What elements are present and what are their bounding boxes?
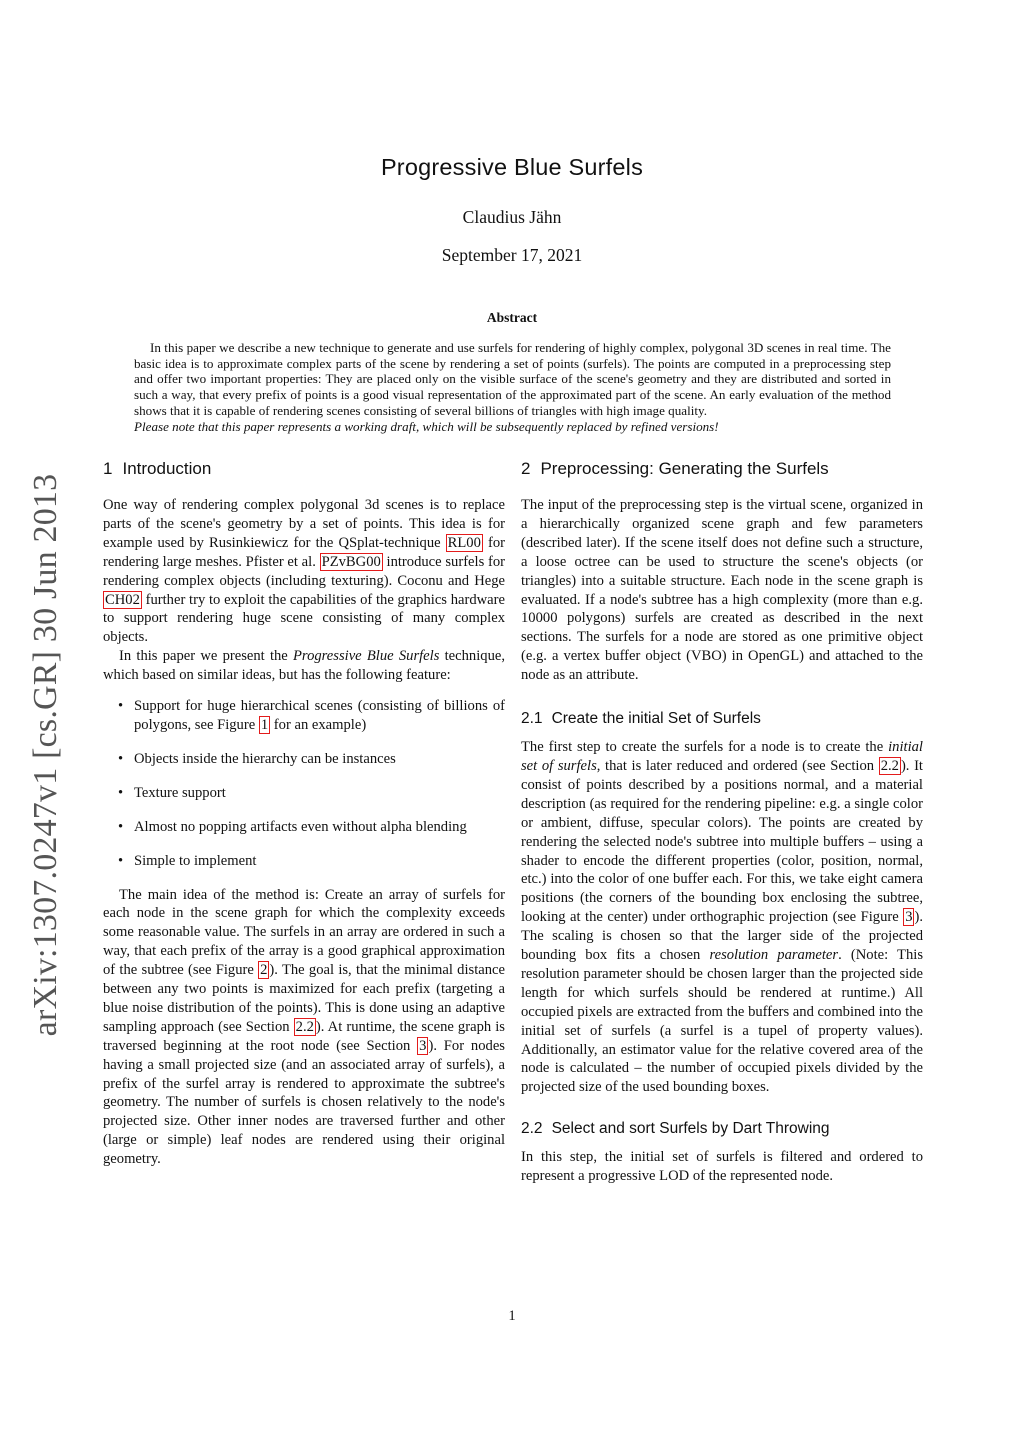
abstract-draft-note: Please note that this paper represents a working draft, which will be subsequently replaced by refined versions! bbox=[134, 418, 719, 434]
section-link-2-2[interactable]: 2.2 bbox=[295, 1018, 314, 1035]
figure-link-3[interactable]: 3 bbox=[905, 909, 913, 926]
paper-date: September 17, 2021 bbox=[441, 245, 583, 265]
section-1-heading bbox=[103, 458, 505, 480]
initial-surfels-paragraph: The first step to create the surfels for a node is to create the initial set of surfels, that is later reduced and ordered (see Section 2.2 ). It consist of points described by a positions normal, and a material description (as required for the rendering pipeline: e.g. a single color or ambient, diffuse, specular colors). The points are created by rendering the selected node's subtree into multiple buffers – using a shader to encode the different properties (color, position, normal, etc.) into the color of one buffer each. For this, we take eight camera positions (the corners of the bounding box enclosing the subtree, looking at the center) under orthographic projection (see Figure 3 ). The scaling is chosen so that the larger side of the projected bounding box fits a chosen resolution parameter. (Note: This resolution parameter should be chosen larger than the projected side length for which surfels should be rendered at runtime.) All occupied pixels are extracted from the buffers and combined into the initial set of surfels (a surfel is a tupel of property values). Additionally, an estimator value for the relative covered area of the node is calculated – the number of occupied pixels divided by the projected size of the used bounding boxes. bbox=[521, 739, 924, 1096]
section-number: 1 bbox=[103, 459, 113, 478]
section-link-2-2[interactable]: 2.2 bbox=[880, 757, 899, 774]
page-number: 1 bbox=[508, 1308, 516, 1324]
feature-list bbox=[103, 697, 505, 870]
abstract-heading: Abstract bbox=[486, 310, 538, 325]
arxiv-identifier: arXiv:1307.0247v1 [cs.GR] 30 Jun 2013 bbox=[27, 473, 64, 1037]
intro-paragraph-2: In this paper we present the Progressive Blue Surfels technique, which based on similar ideas, but has the following feature: bbox=[103, 648, 505, 684]
intro-paragraph-1: One way of rendering complex polygonal 3d scenes is to replace parts of the scene's geometry by a set of points. This idea is for example used by Rusinkiewicz for the QSplat-technique RL00 for rendering large meshes. Pfister et al. PZvBG00 introduce surfels for rendering complex objects (including texturing). Coconu and Hege CH02 further try to exploit the capabilities of the graphics hardware to support rendering huge scene consisting of many complex objects. bbox=[103, 497, 506, 646]
paper-title: Progressive Blue Surfels bbox=[380, 154, 644, 180]
subsection-2-2-heading bbox=[521, 1119, 923, 1139]
arxiv-sidebar bbox=[16, 460, 76, 1050]
paper-author: Claudius Jähn bbox=[462, 207, 562, 227]
intro-paragraph-3: The main idea of the method is: Create an array of surfels for each node in the scene graph for which the complexity exceeds some reasonable value. The surfels in an array are ordered in such a way, that each prefix of the array is a good graphical approximation of the subtree (see Figure 2 ). The goal is, that the minimal distance between any two points is maximized for each prefix (targeting a blue noise distribution of the points). This is done using an adaptive sampling approach (see Section 2.2 ). At runtime, the scene graph is traversed beginning at the root node (see Section 3 ). For nodes having a small projected size (and an associated array of surfels), a prefix of the surfel array is rendered to approximate the subtree's geometry. The number of surfels is chosen relatively to the node's projected size. Other inner nodes are traversed further and other (large or simple) leaf nodes are rendered using their original geometry. bbox=[103, 886, 505, 1168]
preprocessing-paragraph: The input of the preprocessing step is the virtual scene, organized in a hierarchically organized scene graph and few parameters (described later). If the scene itself does not define such a structure, a loose octree can be used to structure the scene's objects (or triangles) into a suitable structure. Each node in the scene graph is evaluated. If a node's subtree has a high complexity (more than e.g. 10000 polygons) surfels are created as described in the next sections. The surfels for a node are stored as one primitive object (e.g. a vertex buffer object (VBO) in OpenGL) and attached to the node as an attribute. bbox=[521, 497, 923, 684]
section-link-3[interactable]: 3 bbox=[419, 1037, 427, 1054]
list-item: • Almost no popping artifacts even without alpha blending bbox=[134, 818, 505, 837]
list-item: • Texture support bbox=[134, 784, 505, 803]
right-column bbox=[521, 458, 923, 1186]
figure-link-2[interactable]: 2 bbox=[260, 962, 268, 979]
citation-link-pzvbg00[interactable]: PZvBG00 bbox=[321, 553, 381, 570]
section-title: Preprocessing: Generating the Surfels bbox=[540, 459, 829, 478]
citation-link-rl00[interactable]: RL00 bbox=[447, 534, 481, 551]
list-item: • Objects inside the hierarchy can be instances bbox=[134, 750, 505, 769]
subsection-title: Select and sort Surfels by Dart Throwing bbox=[551, 1120, 830, 1138]
citation-link-ch02[interactable]: CH02 bbox=[105, 591, 140, 608]
subsection-number: 2.2 bbox=[521, 1120, 543, 1138]
section-title: Introduction bbox=[122, 459, 212, 478]
subsection-2-1-heading bbox=[521, 709, 923, 729]
section-2-heading bbox=[521, 458, 923, 480]
left-column bbox=[103, 458, 505, 1169]
subsection-title: Create the initial Set of Surfels bbox=[551, 710, 761, 728]
dart-throwing-paragraph: In this step, the initial set of surfels is filtered and ordered to represent a progressive LOD of the represented node. bbox=[521, 1149, 923, 1185]
list-item: • Support for huge hierarchical scenes (consisting of billions of polygons, see Figure 1 for an example) bbox=[134, 697, 505, 735]
list-item: • Simple to implement bbox=[134, 852, 505, 871]
section-number: 2 bbox=[521, 459, 531, 478]
abstract-text: In this paper we describe a new technique to generate and use surfels for rendering of highly complex, polygonal 3D scenes in real time. The basic idea is to approximate complex parts of the scene by rendering a set of points (surfels). The points are computed in a preprocessing step and offer two important properties: They are placed only on the visible surface of the scene's geometry and they are distributed and sorted in such a way, that every prefix of points is a good visual representation of the approximated part of the scene. An early evaluation of the method shows that it is capable of rendering scenes consisting of several billions of triangles with high image quality. bbox=[134, 340, 891, 418]
subsection-number: 2.1 bbox=[521, 710, 543, 728]
abstract-body bbox=[134, 340, 891, 434]
figure-link-1[interactable]: 1 bbox=[260, 716, 269, 733]
